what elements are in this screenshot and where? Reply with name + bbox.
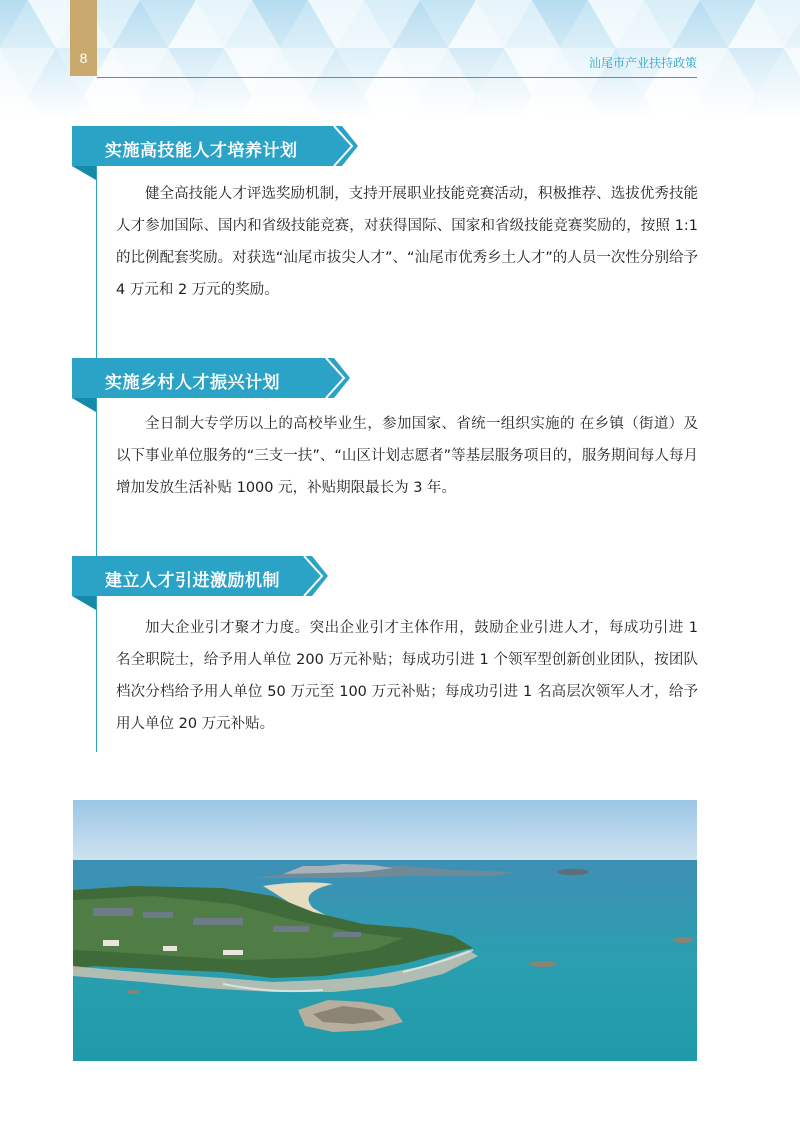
header-title: 汕尾市产业扶持政策: [588, 56, 697, 70]
page-number-tab: [70, 0, 97, 76]
section-title: 实施乡村人才振兴计划: [105, 373, 280, 393]
section-banner-1: [72, 126, 362, 184]
section-title: 实施高技能人才培养计划: [105, 141, 298, 161]
coastal-aerial-photo: [73, 800, 697, 1061]
side-divider: [96, 160, 97, 752]
section-title: 建立人才引进激励机制: [105, 571, 280, 591]
section-banner-3: [72, 556, 362, 614]
header-divider: [97, 77, 697, 78]
page-number: 8: [79, 50, 88, 66]
section-body: 加大企业引才聚才力度。突出企业引才主体作用，鼓励企业引进人才，每成功引进 1 名全职院士，给予用人单位 200 万元补贴；每成功引进 1 个领军型创新创业团队，按团队档次分档给予用人单位 50 万元至 100 万元补贴；每成功引进 1 名高层次领军人才，给予用人单位 20 万元补贴。: [116, 620, 698, 732]
section-body: 全日制大专学历以上的高校毕业生，参加国家、省统一组织实施的 在乡镇（街道）及以下事业单位服务的“三支一扶”、“山区计划志愿者”等基层服务项目的，服务期间每人每月增加发放生活补贴 1000 元，补贴期限最长为 3 年。: [116, 416, 698, 496]
section-body: 健全高技能人才评选奖励机制，支持开展职业技能竞赛活动，积极推荐、选拔优秀技能人才参加国际、国内和省级技能竞赛，对获得国际、国家和省级技能竞赛奖励的，按照 1:1 的比例配套奖励。对获选“汕尾市拔尖人才”、“汕尾市优秀乡土人才”的人员一次性分别给予 4 万元和 2 万元的奖励。: [116, 186, 698, 298]
